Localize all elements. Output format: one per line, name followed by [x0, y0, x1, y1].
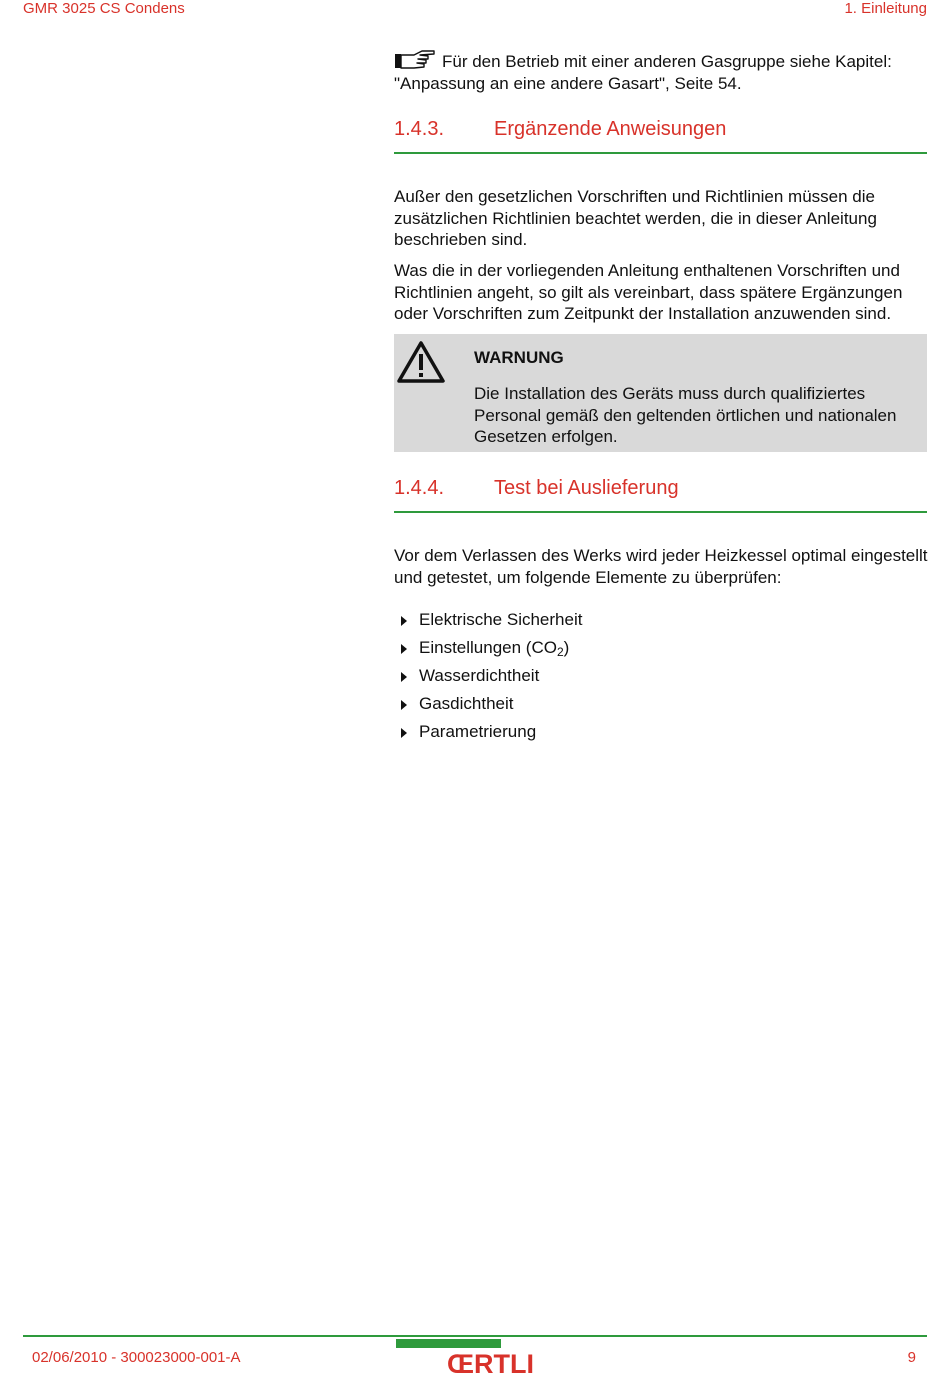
- bullet-arrow-icon: [401, 728, 407, 738]
- note-block: [394, 50, 924, 95]
- section-title: Test bei Auslieferung: [494, 477, 679, 499]
- bullet-arrow-icon: [401, 672, 407, 682]
- section-heading-1-4-4: [394, 477, 927, 513]
- page-number: 9: [907, 1349, 916, 1366]
- bullet-arrow-icon: [401, 616, 407, 626]
- warning-box: [394, 334, 927, 452]
- footer-document-reference: 02/06/2010 - 300023000-001-A: [32, 1349, 241, 1366]
- list-item: Einstellungen $(CO_2)$: [394, 636, 794, 664]
- bullet-arrow-icon: [401, 700, 407, 710]
- running-header-chapter: 1. Einleitung: [844, 0, 927, 17]
- footer-divider: [23, 1335, 927, 1337]
- section-heading-1-4-3: [394, 118, 927, 154]
- list-item: Wasserdichtheit: [394, 664, 794, 692]
- pointing-hand-icon: [394, 50, 436, 70]
- section-title: Ergänzende Anweisungen: [494, 118, 727, 140]
- note-text: Für den Betrieb mit einer anderen Gasgruppe siehe Kapitel: "Anpassung an eine andere Gasart", Seite 54.: [394, 52, 892, 93]
- section-number: 1.4.3.: [394, 118, 445, 140]
- list-item: Parametrierung: [394, 720, 794, 748]
- paragraph: Was die in der vorliegenden Anleitung enthaltenen Vorschriften und Richtlinien angeht, so gilt als vereinbart, dass spätere Ergänzungen oder Vorschriften zum Zeitpunkt der Installation anzuwenden sind.: [394, 261, 903, 323]
- oertli-logo: ŒRTLI: [447, 1349, 534, 1379]
- warning-title: WARNUNG: [474, 348, 564, 367]
- section-number: 1.4.4.: [394, 477, 445, 499]
- paragraph: Außer den gesetzlichen Vorschriften und Richtlinien müssen die zusätzlichen Richtlinien beachtet werden, die in dieser Anleitung beschrieben sind.: [394, 187, 877, 249]
- running-header-title: GMR 3025 CS Condens: [23, 0, 185, 17]
- bullet-arrow-icon: [401, 644, 407, 654]
- warning-text: Die Installation des Geräts muss durch qualifiziertes Personal gemäß den geltenden örtlichen und nationalen Gesetzen erfolgen.: [474, 384, 897, 446]
- paragraph: Vor dem Verlassen des Werks wird jeder Heizkessel optimal eingestellt und getestet, um folgende Elemente zu überprüfen:: [394, 546, 928, 587]
- check-list: [394, 608, 794, 748]
- logo-green-bar: [396, 1339, 501, 1348]
- list-item: Gasdichtheit: [394, 692, 794, 720]
- list-item: Elektrische Sicherheit: [394, 608, 794, 636]
- warning-triangle-icon: [396, 340, 446, 384]
